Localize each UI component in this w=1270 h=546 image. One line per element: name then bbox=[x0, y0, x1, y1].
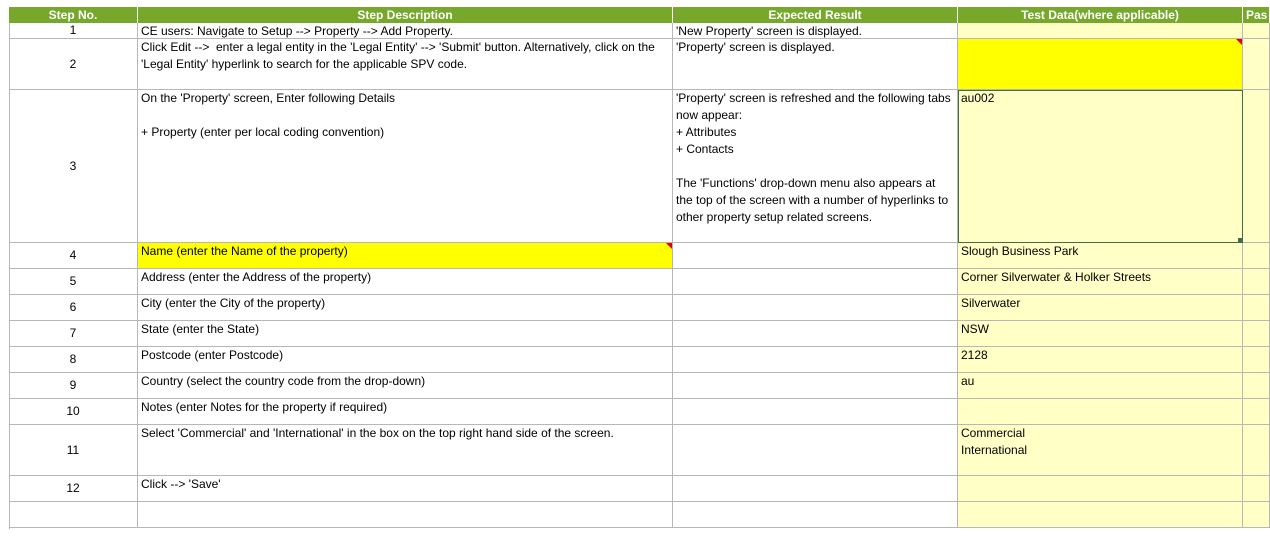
pass-cell[interactable] bbox=[1243, 90, 1270, 243]
expected-result-cell[interactable] bbox=[673, 269, 958, 295]
step-number-cell[interactable]: 5 bbox=[9, 269, 138, 295]
expected-result-cell[interactable] bbox=[673, 295, 958, 321]
expected-result-cell[interactable] bbox=[673, 425, 958, 476]
test-data-cell[interactable] bbox=[958, 399, 1243, 425]
test-data-cell[interactable]: Silverwater bbox=[958, 295, 1243, 321]
test-data-cell[interactable]: 2128 bbox=[958, 347, 1243, 373]
test-data-cell[interactable] bbox=[958, 502, 1243, 528]
expected-result-cell[interactable] bbox=[673, 399, 958, 425]
pass-cell[interactable] bbox=[1243, 347, 1270, 373]
step-description-cell[interactable]: On the 'Property' screen, Enter following Details + Property (enter per local coding convention) bbox=[138, 90, 673, 243]
pass-cell[interactable] bbox=[1243, 243, 1270, 269]
header-step-description[interactable]: Step Description bbox=[138, 7, 673, 23]
pass-cell[interactable] bbox=[1243, 399, 1270, 425]
step-number-cell[interactable]: 2 bbox=[9, 39, 138, 90]
step-description-cell[interactable]: Click Edit --> enter a legal entity in the 'Legal Entity' --> 'Submit' button. Alternatively, click on the 'Legal Entity' hyperlink to search for the applicable SPV code. bbox=[138, 39, 673, 90]
expected-result-cell[interactable] bbox=[673, 243, 958, 269]
step-description-cell[interactable]: Address (enter the Address of the property) bbox=[138, 269, 673, 295]
step-description-cell[interactable]: Name (enter the Name of the property) bbox=[138, 243, 673, 269]
test-data-cell[interactable]: au bbox=[958, 373, 1243, 399]
step-description-cell[interactable]: CE users: Navigate to Setup --> Property --> Add Property. bbox=[138, 23, 673, 39]
step-description-cell[interactable]: Postcode (enter Postcode) bbox=[138, 347, 673, 373]
pass-cell[interactable] bbox=[1243, 373, 1270, 399]
step-number-cell[interactable]: 9 bbox=[9, 373, 138, 399]
step-description-cell[interactable]: Notes (enter Notes for the property if required) bbox=[138, 399, 673, 425]
header-pass[interactable]: Pas bbox=[1243, 7, 1270, 23]
pass-cell[interactable] bbox=[1243, 295, 1270, 321]
expected-result-cell[interactable] bbox=[673, 476, 958, 502]
pass-cell[interactable] bbox=[1243, 476, 1270, 502]
step-number-cell[interactable]: 7 bbox=[9, 321, 138, 347]
expected-result-cell[interactable] bbox=[673, 502, 958, 528]
step-number-cell[interactable]: 10 bbox=[9, 399, 138, 425]
step-number-cell[interactable]: 11 bbox=[9, 425, 138, 476]
test-data-cell[interactable] bbox=[958, 39, 1243, 90]
test-data-cell[interactable] bbox=[958, 476, 1243, 502]
expected-result-cell[interactable] bbox=[673, 347, 958, 373]
comment-indicator-icon[interactable] bbox=[666, 243, 672, 249]
test-data-cell[interactable]: Slough Business Park bbox=[958, 243, 1243, 269]
pass-cell[interactable] bbox=[1243, 39, 1270, 90]
header-expected-result[interactable]: Expected Result bbox=[673, 7, 958, 23]
step-number-cell[interactable]: 12 bbox=[9, 476, 138, 502]
comment-indicator-icon[interactable] bbox=[1236, 39, 1242, 45]
step-number-cell[interactable] bbox=[9, 502, 138, 528]
expected-result-cell[interactable] bbox=[673, 373, 958, 399]
step-number-cell[interactable]: 8 bbox=[9, 347, 138, 373]
step-description-cell[interactable]: City (enter the City of the property) bbox=[138, 295, 673, 321]
spreadsheet-grid[interactable] bbox=[9, 7, 1270, 529]
step-description-cell[interactable]: Country (select the country code from the drop-down) bbox=[138, 373, 673, 399]
step-description-cell[interactable] bbox=[138, 502, 673, 528]
pass-cell[interactable] bbox=[1243, 23, 1270, 39]
test-data-cell[interactable] bbox=[958, 23, 1243, 39]
test-data-cell[interactable]: Corner Silverwater & Holker Streets bbox=[958, 269, 1243, 295]
step-number-cell[interactable]: 3 bbox=[9, 90, 138, 243]
pass-cell[interactable] bbox=[1243, 269, 1270, 295]
header-step-no[interactable]: Step No. bbox=[9, 7, 138, 23]
step-description-cell[interactable]: Select 'Commercial' and 'International' in the box on the top right hand side of the screen. bbox=[138, 425, 673, 476]
header-test-data[interactable]: Test Data(where applicable) bbox=[958, 7, 1243, 23]
expected-result-cell[interactable]: 'Property' screen is refreshed and the following tabs now appear: + Attributes + Contacts The 'Functions' drop-down menu also appears at the top of the screen with a number of hyperlinks to other property setup related screens. bbox=[673, 90, 958, 243]
step-number-cell[interactable]: 6 bbox=[9, 295, 138, 321]
test-data-cell[interactable]: NSW bbox=[958, 321, 1243, 347]
expected-result-cell[interactable]: 'New Property' screen is displayed. bbox=[673, 23, 958, 39]
expected-result-cell[interactable]: 'Property' screen is displayed. bbox=[673, 39, 958, 90]
step-description-cell[interactable]: State (enter the State) bbox=[138, 321, 673, 347]
test-data-cell[interactable]: au002 bbox=[958, 90, 1243, 243]
step-number-cell[interactable]: 4 bbox=[9, 243, 138, 269]
pass-cell[interactable] bbox=[1243, 425, 1270, 476]
expected-result-cell[interactable] bbox=[673, 321, 958, 347]
test-data-cell[interactable]: Commercial International bbox=[958, 425, 1243, 476]
step-number-cell[interactable]: 1 bbox=[9, 23, 138, 39]
pass-cell[interactable] bbox=[1243, 502, 1270, 528]
pass-cell[interactable] bbox=[1243, 321, 1270, 347]
step-description-cell[interactable]: Click --> 'Save' bbox=[138, 476, 673, 502]
